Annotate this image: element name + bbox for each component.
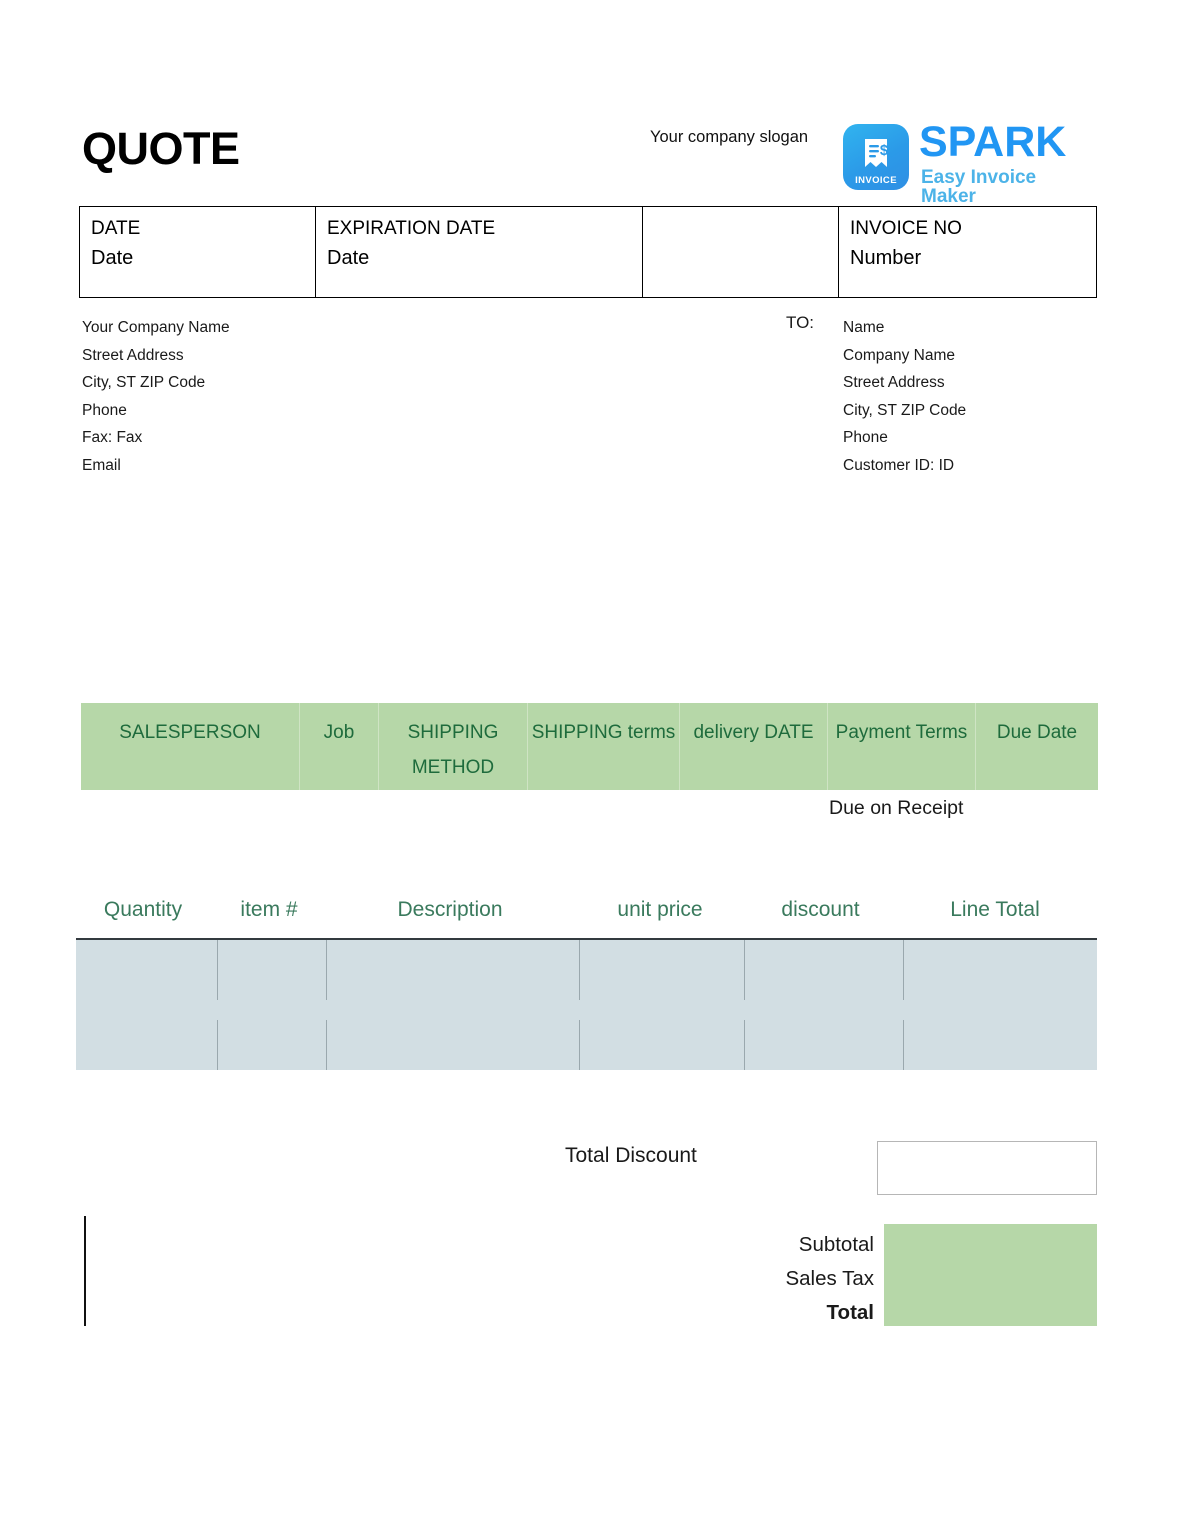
brand-tagline: Easy Invoice Maker [921,167,1037,207]
items-col-unit-price: unit price [617,898,703,921]
page-title: QUOTE [82,123,240,174]
recipient-address-line: Phone [843,429,888,447]
invoice-icon-label: INVOICE [855,175,897,186]
sales-tax-label: Sales Tax [785,1267,874,1290]
meta-col-delivery-date[interactable]: delivery DATE [679,703,827,790]
info-value: Date [327,246,370,269]
row-divider-mask [579,1000,580,1020]
meta-col-due-date[interactable]: Due Date [975,703,1098,790]
sender-address-block [82,314,230,480]
items-col-item-no: item # [240,898,298,921]
items-col-quantity: Quantity [103,898,183,921]
info-cell-date[interactable] [80,207,315,297]
svg-text:$: $ [879,142,889,159]
info-cell-expiration-date[interactable] [315,207,642,297]
info-cell-invoice-no[interactable] [838,207,1098,297]
totals-values-block[interactable] [884,1224,1097,1326]
row-divider-mask [744,1000,745,1020]
sender-address-line: Fax: Fax [82,429,143,447]
document-info-table [79,206,1097,298]
meta-col-salesperson[interactable]: SALESPERSON [119,722,261,743]
total-label: Total [826,1301,874,1324]
total-discount-label: Total Discount [565,1144,697,1167]
payment-terms-value: Due on Receipt [829,797,964,819]
recipient-label: TO: [786,313,815,332]
recipient-address-line: Street Address [843,374,945,392]
items-col-line-total: Line Total [950,898,1040,921]
meta-col-shipping-method[interactable]: SHIPPING METHOD [378,703,527,790]
sender-address-line: Email [82,456,121,474]
row-divider-mask [903,1000,904,1020]
sender-address-line: Phone [82,401,127,419]
row-divider-mask [217,1000,218,1020]
meta-col-job[interactable]: Job [299,703,378,790]
total-discount-field[interactable] [877,1141,1097,1195]
info-label: EXPIRATION DATE [327,218,496,239]
recipient-address-line: City, ST ZIP Code [843,401,967,419]
items-col-discount: discount [781,898,860,921]
recipient-address-block [843,314,966,480]
brand-name: SPARK [919,118,1067,166]
invoice-app-icon [843,124,909,190]
totals-labels-block [640,1228,874,1330]
line-items-table[interactable] [76,938,1097,1070]
spark-logo [843,118,1095,207]
sender-address-line: City, ST ZIP Code [82,374,206,392]
row-divider-mask [326,1000,327,1020]
info-cell-blank[interactable] [642,207,838,297]
subtotal-label: Subtotal [798,1233,874,1256]
items-col-description: Description [397,898,503,921]
row-divider [76,1004,1097,1016]
info-value: Number [850,246,922,269]
left-margin-rule [84,1216,86,1326]
info-value: Date [91,246,134,269]
recipient-address-line: Company Name [843,346,955,364]
sender-address-line: Street Address [82,346,184,364]
company-slogan: Your company slogan [650,128,809,146]
meta-col-payment-terms[interactable]: Payment Terms [827,703,975,790]
info-label: INVOICE NO [850,218,962,239]
sender-address-line: Your Company Name [82,319,230,336]
meta-col-shipping-terms[interactable]: SHIPPING terms [527,703,679,790]
recipient-address-line: Name [843,319,885,336]
info-label: DATE [91,218,141,239]
order-meta-header-row [81,703,1098,790]
recipient-address-line: Customer ID: ID [843,456,955,474]
